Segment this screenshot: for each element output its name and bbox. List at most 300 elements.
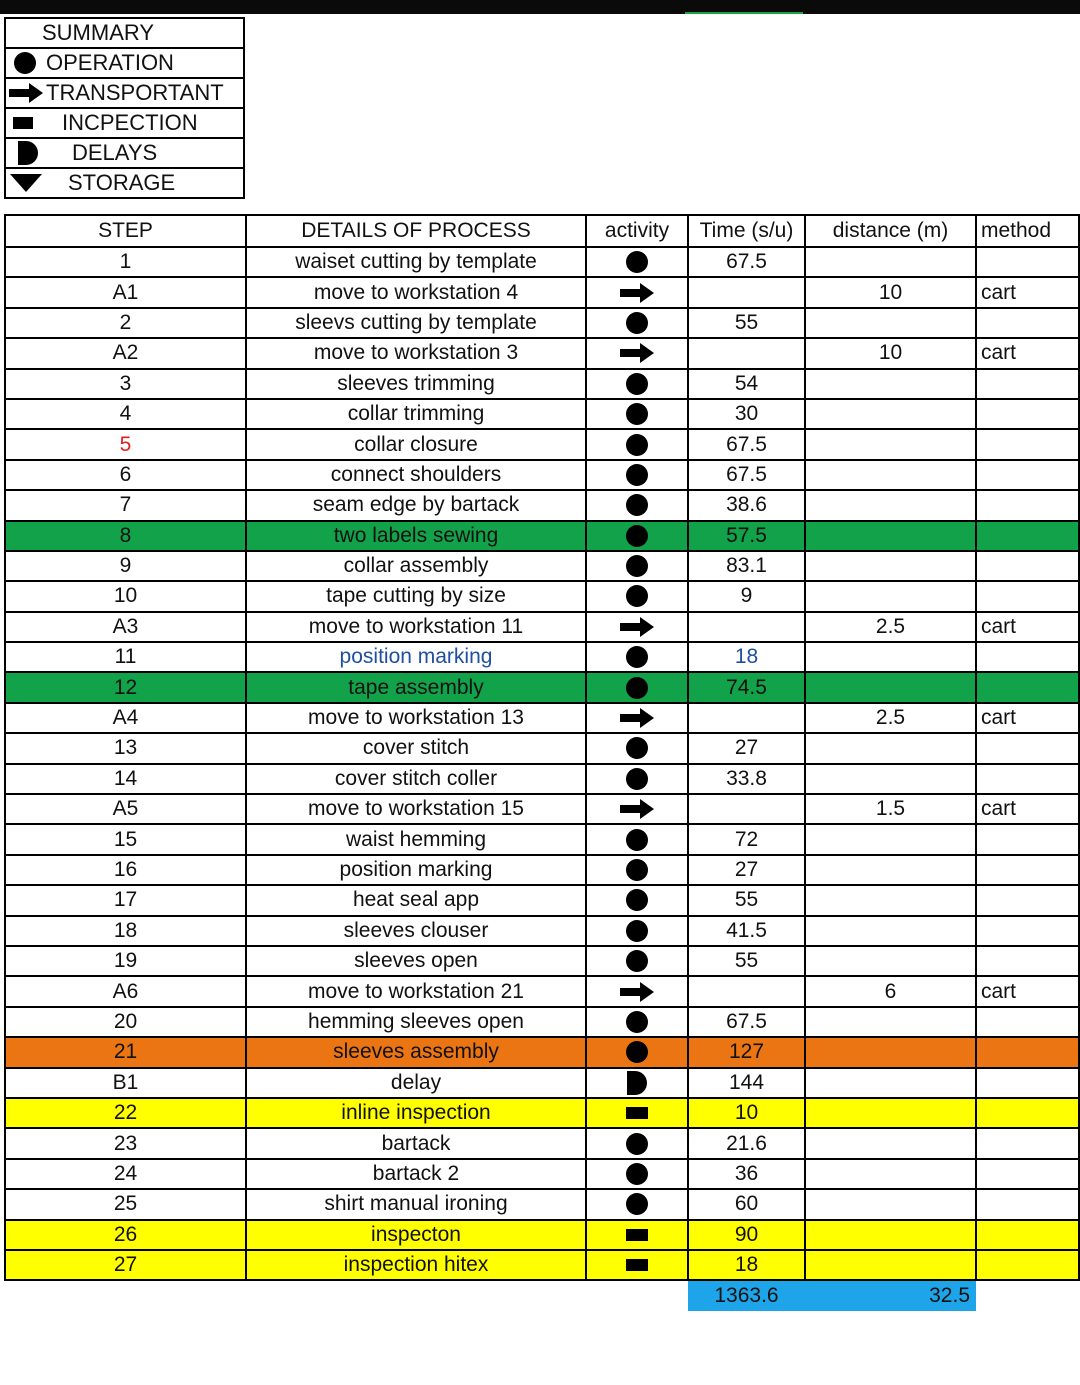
method-cell: cart: [976, 976, 1079, 1006]
step-cell: A1: [5, 277, 246, 307]
distance-cell: [805, 1128, 976, 1158]
step-cell: 2: [5, 308, 246, 338]
time-cell: 30: [688, 399, 805, 429]
table-row: [5, 794, 1079, 824]
details-cell: move to workstation 4: [246, 277, 586, 307]
operation-circle-icon: [587, 1038, 687, 1066]
legend-label: DELAYS: [72, 140, 158, 165]
legend-item-storage: [5, 168, 244, 198]
inspection-square-icon: [587, 1251, 687, 1279]
time-cell: 33.8: [688, 764, 805, 794]
legend-item-delays: [5, 138, 244, 168]
activity-cell: [586, 642, 688, 672]
activity-cell: [586, 1068, 688, 1098]
details-cell: bartack: [246, 1128, 586, 1158]
distance-cell: [805, 855, 976, 885]
time-cell: 9: [688, 581, 805, 611]
table-row: [5, 703, 1079, 733]
totals-row: [5, 1280, 1079, 1311]
method-cell: [976, 247, 1079, 277]
activity-cell: [586, 794, 688, 824]
distance-cell: [805, 551, 976, 581]
operation-circle-icon: [587, 856, 687, 884]
details-cell: collar assembly: [246, 551, 586, 581]
activity-cell: [586, 1128, 688, 1158]
method-cell: [976, 733, 1079, 763]
time-cell: 18: [688, 1250, 805, 1280]
operation-circle-icon: [587, 1008, 687, 1036]
legend-label: TRANSPORTANT: [46, 80, 224, 105]
operation-circle-icon: [587, 400, 687, 428]
details-cell: inspecton: [246, 1220, 586, 1250]
operation-circle-icon: [587, 947, 687, 975]
distance-cell: [805, 308, 976, 338]
method-cell: [976, 551, 1079, 581]
method-cell: cart: [976, 703, 1079, 733]
activity-cell: [586, 551, 688, 581]
transport-arrow-icon: [587, 977, 687, 1005]
details-cell: hemming sleeves open: [246, 1007, 586, 1037]
activity-cell: [586, 277, 688, 307]
legend-item-operation: [5, 48, 244, 78]
legend-title-text: SUMMARY: [42, 20, 155, 45]
table-row: [5, 946, 1079, 976]
activity-cell: [586, 429, 688, 459]
step-cell: 24: [5, 1159, 246, 1189]
time-cell: 90: [688, 1220, 805, 1250]
operation-circle-icon: [587, 491, 687, 519]
activity-cell: [586, 946, 688, 976]
distance-cell: [805, 916, 976, 946]
activity-cell: [586, 247, 688, 277]
method-cell: [976, 1250, 1079, 1280]
distance-cell: [805, 460, 976, 490]
table-row: [5, 1068, 1079, 1098]
time-cell: [688, 794, 805, 824]
header-time: Time (s/u): [688, 215, 805, 247]
legend-title: [5, 18, 244, 48]
step-cell: 16: [5, 855, 246, 885]
header-method: method: [976, 215, 1079, 247]
distance-cell: [805, 369, 976, 399]
activity-cell: [586, 1250, 688, 1280]
distance-cell: [805, 581, 976, 611]
step-cell: 27: [5, 1250, 246, 1280]
method-cell: cart: [976, 794, 1079, 824]
method-cell: [976, 824, 1079, 854]
method-cell: [976, 1189, 1079, 1219]
table-row: [5, 1220, 1079, 1250]
method-cell: [976, 521, 1079, 551]
step-cell: 11: [5, 642, 246, 672]
time-cell: 67.5: [688, 460, 805, 490]
distance-cell: [805, 1220, 976, 1250]
time-cell: 74.5: [688, 672, 805, 702]
operation-circle-icon: [587, 370, 687, 398]
details-cell: inline inspection: [246, 1098, 586, 1128]
table-row: [5, 1128, 1079, 1158]
inspection-square-icon: [587, 1099, 687, 1127]
step-cell: A3: [5, 612, 246, 642]
method-cell: [976, 581, 1079, 611]
activity-cell: [586, 824, 688, 854]
step-cell: 8: [5, 521, 246, 551]
distance-cell: 2.5: [805, 612, 976, 642]
header-distance: distance (m): [805, 215, 976, 247]
transport-arrow-icon: [587, 339, 687, 367]
details-cell: shirt manual ironing: [246, 1189, 586, 1219]
table-row: [5, 764, 1079, 794]
delay-d-icon: [587, 1069, 687, 1097]
details-cell: connect shoulders: [246, 460, 586, 490]
method-cell: [976, 399, 1079, 429]
table-row: [5, 338, 1079, 368]
activity-cell: [586, 1220, 688, 1250]
details-cell: move to workstation 15: [246, 794, 586, 824]
step-cell: 12: [5, 672, 246, 702]
operation-circle-icon: [587, 765, 687, 793]
activity-cell: [586, 916, 688, 946]
table-row: [5, 1098, 1079, 1128]
activity-cell: [586, 1189, 688, 1219]
header-step: STEP: [5, 215, 246, 247]
legend-label: INCPECTION: [62, 110, 198, 135]
table-row: [5, 855, 1079, 885]
method-cell: [976, 764, 1079, 794]
method-cell: [976, 460, 1079, 490]
time-cell: 54: [688, 369, 805, 399]
method-cell: [976, 1220, 1079, 1250]
step-cell: 26: [5, 1220, 246, 1250]
step-cell: 5: [5, 429, 246, 459]
step-cell: 14: [5, 764, 246, 794]
time-cell: 67.5: [688, 1007, 805, 1037]
details-cell: cover stitch: [246, 733, 586, 763]
details-cell: move to workstation 11: [246, 612, 586, 642]
operation-circle-icon: [587, 248, 687, 276]
table-row: [5, 277, 1079, 307]
method-cell: [976, 672, 1079, 702]
details-cell: tape cutting by size: [246, 581, 586, 611]
time-cell: 67.5: [688, 429, 805, 459]
table-row: [5, 1007, 1079, 1037]
step-cell: A5: [5, 794, 246, 824]
time-cell: 127: [688, 1037, 805, 1067]
operation-circle-icon: [587, 1190, 687, 1218]
distance-cell: 2.5: [805, 703, 976, 733]
distance-cell: [805, 642, 976, 672]
table-row: [5, 612, 1079, 642]
method-cell: [976, 1068, 1079, 1098]
total-time: 1363.6: [688, 1280, 805, 1311]
time-cell: [688, 976, 805, 1006]
method-cell: [976, 1128, 1079, 1158]
step-cell: 22: [5, 1098, 246, 1128]
step-cell: 25: [5, 1189, 246, 1219]
distance-cell: [805, 1250, 976, 1280]
method-cell: [976, 1037, 1079, 1067]
distance-cell: [805, 672, 976, 702]
method-cell: [976, 308, 1079, 338]
time-cell: 36: [688, 1159, 805, 1189]
activity-cell: [586, 885, 688, 915]
activity-cell: [586, 581, 688, 611]
time-cell: 72: [688, 824, 805, 854]
legend-table: [4, 17, 245, 199]
activity-cell: [586, 338, 688, 368]
table-row: [5, 247, 1079, 277]
time-cell: 10: [688, 1098, 805, 1128]
transport-arrow-icon: [587, 704, 687, 732]
time-cell: 57.5: [688, 521, 805, 551]
inspection-square-icon: [6, 116, 52, 130]
distance-cell: [805, 1098, 976, 1128]
transport-arrow-icon: [587, 613, 687, 641]
step-cell: 6: [5, 460, 246, 490]
operation-circle-icon: [587, 1129, 687, 1157]
legend-item-inspection: [5, 108, 244, 138]
step-cell: 3: [5, 369, 246, 399]
header-details: DETAILS OF PROCESS: [246, 215, 586, 247]
activity-cell: [586, 612, 688, 642]
table-row: [5, 1250, 1079, 1280]
details-cell: bartack 2: [246, 1159, 586, 1189]
activity-cell: [586, 521, 688, 551]
time-cell: 27: [688, 855, 805, 885]
header-row: [5, 215, 1079, 247]
table-row: [5, 824, 1079, 854]
details-cell: collar trimming: [246, 399, 586, 429]
method-cell: [976, 885, 1079, 915]
distance-cell: [805, 764, 976, 794]
activity-cell: [586, 733, 688, 763]
distance-cell: [805, 399, 976, 429]
table-row: [5, 1189, 1079, 1219]
activity-cell: [586, 764, 688, 794]
inspection-square-icon: [587, 1221, 687, 1249]
table-row: [5, 460, 1079, 490]
step-cell: 9: [5, 551, 246, 581]
activity-cell: [586, 399, 688, 429]
transport-arrow-icon: [587, 795, 687, 823]
time-cell: 83.1: [688, 551, 805, 581]
activity-cell: [586, 703, 688, 733]
distance-cell: [805, 824, 976, 854]
operation-circle-icon: [587, 430, 687, 458]
details-cell: two labels sewing: [246, 521, 586, 551]
step-cell: A4: [5, 703, 246, 733]
time-cell: [688, 338, 805, 368]
distance-cell: [805, 247, 976, 277]
distance-cell: [805, 1037, 976, 1067]
operation-circle-icon: [587, 461, 687, 489]
method-cell: [976, 429, 1079, 459]
table-row: [5, 733, 1079, 763]
top-bar: [0, 0, 1080, 14]
distance-cell: 10: [805, 338, 976, 368]
method-cell: cart: [976, 277, 1079, 307]
details-cell: move to workstation 13: [246, 703, 586, 733]
operation-circle-icon: [587, 886, 687, 914]
distance-cell: 1.5: [805, 794, 976, 824]
step-cell: 10: [5, 581, 246, 611]
operation-circle-icon: [6, 51, 46, 75]
details-cell: cover stitch coller: [246, 764, 586, 794]
step-cell: A6: [5, 976, 246, 1006]
operation-circle-icon: [587, 582, 687, 610]
step-cell: 20: [5, 1007, 246, 1037]
time-cell: 144: [688, 1068, 805, 1098]
details-cell: collar closure: [246, 429, 586, 459]
activity-cell: [586, 1007, 688, 1037]
activity-cell: [586, 1098, 688, 1128]
operation-circle-icon: [587, 552, 687, 580]
delay-d-icon: [6, 140, 56, 166]
distance-cell: [805, 1159, 976, 1189]
time-cell: 60: [688, 1189, 805, 1219]
method-cell: [976, 855, 1079, 885]
method-cell: [976, 946, 1079, 976]
details-cell: sleeves trimming: [246, 369, 586, 399]
time-cell: 38.6: [688, 490, 805, 520]
step-cell: 21: [5, 1037, 246, 1067]
step-cell: A2: [5, 338, 246, 368]
distance-cell: [805, 946, 976, 976]
operation-circle-icon: [587, 522, 687, 550]
details-cell: inspection hitex: [246, 1250, 586, 1280]
operation-circle-icon: [587, 1160, 687, 1188]
table-row: [5, 976, 1079, 1006]
top-accent: [685, 12, 803, 14]
operation-circle-icon: [587, 734, 687, 762]
step-cell: 18: [5, 916, 246, 946]
activity-cell: [586, 1159, 688, 1189]
time-cell: 55: [688, 885, 805, 915]
table-row: [5, 399, 1079, 429]
legend-label: STORAGE: [68, 170, 176, 195]
table-row: [5, 581, 1079, 611]
storage-triangle-icon: [6, 172, 46, 194]
step-cell: 13: [5, 733, 246, 763]
method-cell: cart: [976, 338, 1079, 368]
method-cell: [976, 642, 1079, 672]
legend-label: OPERATION: [46, 50, 174, 75]
time-cell: [688, 612, 805, 642]
table-row: [5, 521, 1079, 551]
operation-circle-icon: [587, 917, 687, 945]
distance-cell: [805, 490, 976, 520]
table-row: [5, 551, 1079, 581]
distance-cell: [805, 733, 976, 763]
process-table: [4, 214, 1080, 1311]
step-cell: 17: [5, 885, 246, 915]
distance-cell: [805, 1007, 976, 1037]
time-cell: 67.5: [688, 247, 805, 277]
operation-circle-icon: [587, 309, 687, 337]
details-cell: move to workstation 21: [246, 976, 586, 1006]
time-cell: 21.6: [688, 1128, 805, 1158]
details-cell: sleevs cutting by template: [246, 308, 586, 338]
method-cell: [976, 1159, 1079, 1189]
details-cell: move to workstation 3: [246, 338, 586, 368]
method-cell: [976, 916, 1079, 946]
step-cell: 4: [5, 399, 246, 429]
distance-cell: 6: [805, 976, 976, 1006]
activity-cell: [586, 308, 688, 338]
transport-arrow-icon: [587, 278, 687, 306]
table-row: [5, 1159, 1079, 1189]
table-row: [5, 429, 1079, 459]
header-activity: activity: [586, 215, 688, 247]
operation-circle-icon: [587, 673, 687, 701]
step-cell: 7: [5, 490, 246, 520]
time-cell: [688, 703, 805, 733]
time-cell: 27: [688, 733, 805, 763]
details-cell: waist hemming: [246, 824, 586, 854]
time-cell: 55: [688, 308, 805, 338]
operation-circle-icon: [587, 643, 687, 671]
legend-item-transport: [5, 78, 244, 108]
activity-cell: [586, 369, 688, 399]
step-cell: 1: [5, 247, 246, 277]
method-cell: [976, 1098, 1079, 1128]
step-cell: B1: [5, 1068, 246, 1098]
activity-cell: [586, 490, 688, 520]
transport-arrow-icon: [6, 82, 46, 104]
table-row: [5, 642, 1079, 672]
time-cell: [688, 277, 805, 307]
details-cell: position marking: [246, 642, 586, 672]
details-cell: position marking: [246, 855, 586, 885]
table-row: [5, 885, 1079, 915]
details-cell: delay: [246, 1068, 586, 1098]
method-cell: cart: [976, 612, 1079, 642]
details-cell: tape assembly: [246, 672, 586, 702]
time-cell: 55: [688, 946, 805, 976]
step-cell: 19: [5, 946, 246, 976]
details-cell: seam edge by bartack: [246, 490, 586, 520]
table-row: [5, 369, 1079, 399]
time-cell: 41.5: [688, 916, 805, 946]
activity-cell: [586, 1037, 688, 1067]
distance-cell: [805, 429, 976, 459]
distance-cell: [805, 1189, 976, 1219]
table-row: [5, 490, 1079, 520]
time-cell: 18: [688, 642, 805, 672]
activity-cell: [586, 672, 688, 702]
distance-cell: [805, 521, 976, 551]
details-cell: waiset cutting by template: [246, 247, 586, 277]
details-cell: heat seal app: [246, 885, 586, 915]
method-cell: [976, 490, 1079, 520]
step-cell: 23: [5, 1128, 246, 1158]
table-row: [5, 1037, 1079, 1067]
method-cell: [976, 369, 1079, 399]
details-cell: sleeves assembly: [246, 1037, 586, 1067]
activity-cell: [586, 460, 688, 490]
operation-circle-icon: [587, 825, 687, 853]
distance-cell: [805, 1068, 976, 1098]
activity-cell: [586, 976, 688, 1006]
step-cell: 15: [5, 824, 246, 854]
table-row: [5, 672, 1079, 702]
details-cell: sleeves open: [246, 946, 586, 976]
distance-cell: [805, 885, 976, 915]
table-row: [5, 308, 1079, 338]
table-row: [5, 916, 1079, 946]
method-cell: [976, 1007, 1079, 1037]
details-cell: sleeves clouser: [246, 916, 586, 946]
